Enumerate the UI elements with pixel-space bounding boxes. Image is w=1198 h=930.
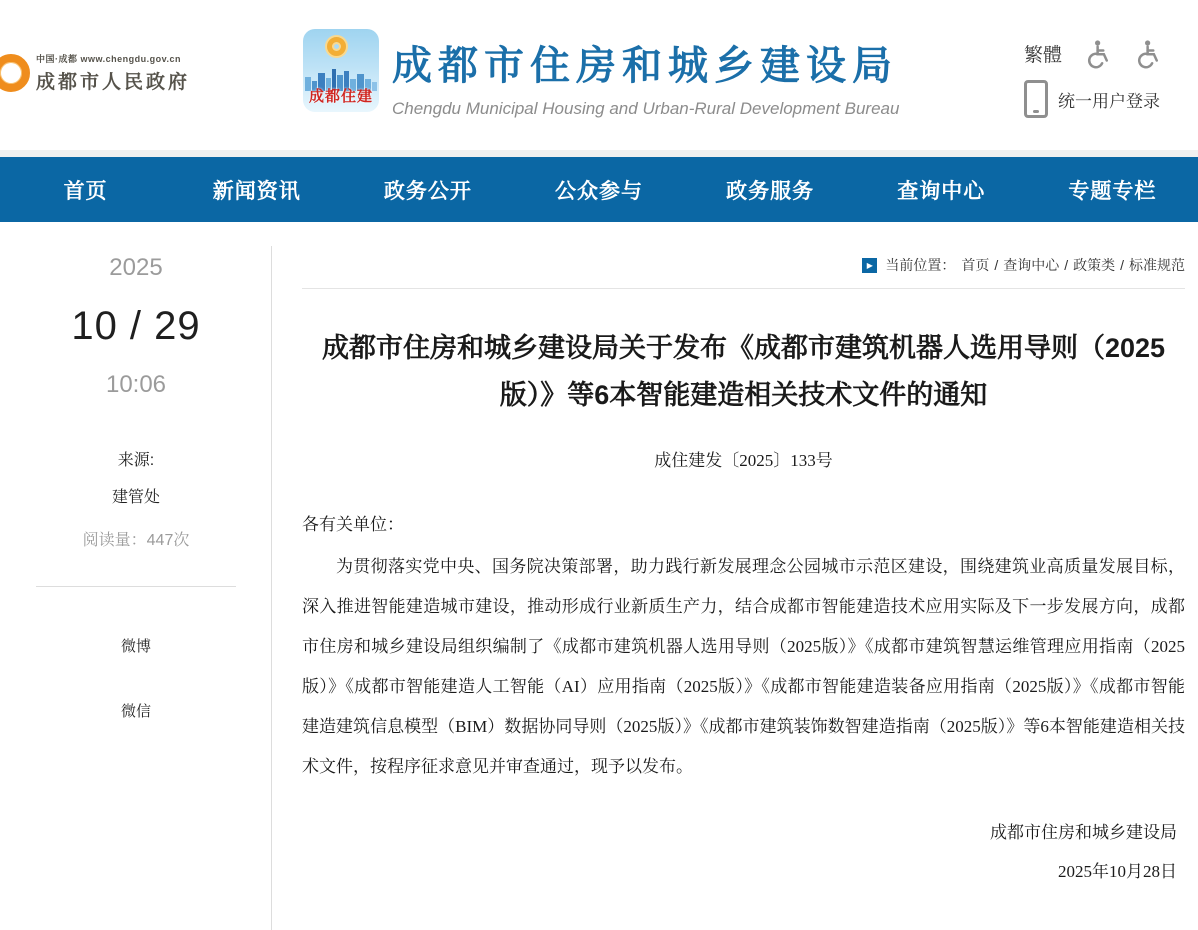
gov-logo-small-text: 中国·成都 www.chengdu.gov.cn — [36, 54, 182, 64]
breadcrumb-label: 当前位置： — [885, 257, 956, 273]
article-meta-sidebar — [0, 222, 272, 870]
sidebar-rule — [36, 586, 236, 587]
signature-org: 成都市住房和城乡建设局 — [990, 823, 1177, 842]
header-divider — [0, 150, 1198, 157]
nav-item-services[interactable]: 政务服务 — [726, 179, 815, 203]
breadcrumb-separator: / — [994, 257, 999, 273]
sun-icon — [327, 37, 346, 56]
article-content — [272, 222, 1198, 881]
article-date: 10 / 29 — [71, 304, 201, 348]
nav-item-topics[interactable]: 专题专栏 — [1068, 179, 1157, 203]
document-number: 成住建发〔2025〕133号 — [654, 451, 833, 470]
source-value: 建管处 — [111, 489, 160, 506]
breadcrumb-separator: / — [1064, 257, 1069, 273]
salutation: 各有关单位： — [302, 515, 404, 534]
gov-logo-text — [36, 52, 190, 94]
article-title: 成都市住房和城乡建设局关于发布《成都市建筑机器人选用导则（2025版）》等6本智能建造相关技术文件的通知 — [321, 333, 1166, 410]
breadcrumb-query[interactable]: 查询中心 — [1003, 257, 1060, 273]
signature-date: 2025年10月28日 — [1058, 862, 1177, 881]
breadcrumb-arrow-icon: ▶ — [862, 258, 877, 273]
source-label: 来源: — [117, 452, 155, 469]
main-navigation — [0, 157, 1198, 222]
nav-item-query[interactable]: 查询中心 — [897, 179, 986, 203]
site-title-block — [392, 34, 899, 119]
header-utilities — [1024, 38, 1184, 118]
nav-item-news[interactable]: 新闻资讯 — [212, 179, 301, 203]
accessibility-icon-2[interactable] — [1132, 38, 1162, 68]
body-paragraph: 为贯彻落实党中央、国务院决策部署，助力践行新发展理念公园城市示范区建设，围绕建筑业高质量发展目标，深入推进智能建造城市建设，推动形成行业新质生产力，结合成都市智能建造技术应用实际及下一步发展方向，成都市住房和城乡建设局组织编制了《成都市建筑机器人选用导则（2025版）》《成都市建筑智慧运维管理应用指南（2025版）》《成都市智能建造人工智能（AI）应用指南（2025版）》《成都市智能建造装备应用指南（2025版）》《成都市智能建造建筑信息模型（BIM）数据协同导则（2025版）》《成都市建筑装饰数智建造指南（2025版）》等6本智能建造相关技术文件，按程序征求意见并审查通过，现予以发布。 — [302, 557, 1185, 776]
share-weibo-link[interactable]: 微博 — [120, 638, 151, 655]
nav-item-gov-open[interactable]: 政务公开 — [383, 179, 472, 203]
view-count: 阅读量：447次 — [82, 532, 190, 549]
gov-ring-icon — [0, 54, 30, 92]
gov-portal-logo[interactable] — [0, 52, 190, 94]
accessibility-icon[interactable] — [1082, 38, 1112, 68]
breadcrumb-home[interactable]: 首页 — [961, 257, 990, 273]
unified-login-link[interactable]: 统一用户登录 — [1058, 91, 1160, 111]
bureau-app-logo[interactable] — [303, 29, 379, 112]
share-wechat-link[interactable]: 微信 — [120, 703, 151, 720]
signature-block — [302, 813, 1185, 891]
traditional-chinese-link[interactable]: 繁體 — [1024, 44, 1063, 66]
breadcrumb-separator: / — [1120, 257, 1124, 273]
article-year: 2025 — [109, 254, 163, 281]
nav-item-home[interactable]: 首页 — [63, 179, 108, 203]
article-body — [302, 505, 1185, 787]
breadcrumb-divider — [302, 288, 1185, 289]
site-subtitle: Chengdu Municipal Housing and Urban-Rural Development Bureau — [392, 99, 900, 118]
breadcrumb-policy[interactable]: 政策类 — [1073, 257, 1116, 273]
page-header — [0, 0, 1198, 150]
breadcrumb-standard[interactable]: 标准规范 — [1129, 257, 1185, 273]
gov-logo-name: 成都市人民政府 — [36, 72, 191, 93]
mobile-icon — [1024, 80, 1048, 118]
site-title: 成都市住房和城乡建设局 — [392, 44, 898, 88]
article-time: 10:06 — [105, 371, 167, 398]
app-logo-label: 成都住建 — [308, 88, 373, 105]
nav-item-public[interactable]: 公众参与 — [554, 179, 643, 203]
main-area — [0, 222, 1198, 881]
breadcrumb — [302, 255, 1185, 275]
